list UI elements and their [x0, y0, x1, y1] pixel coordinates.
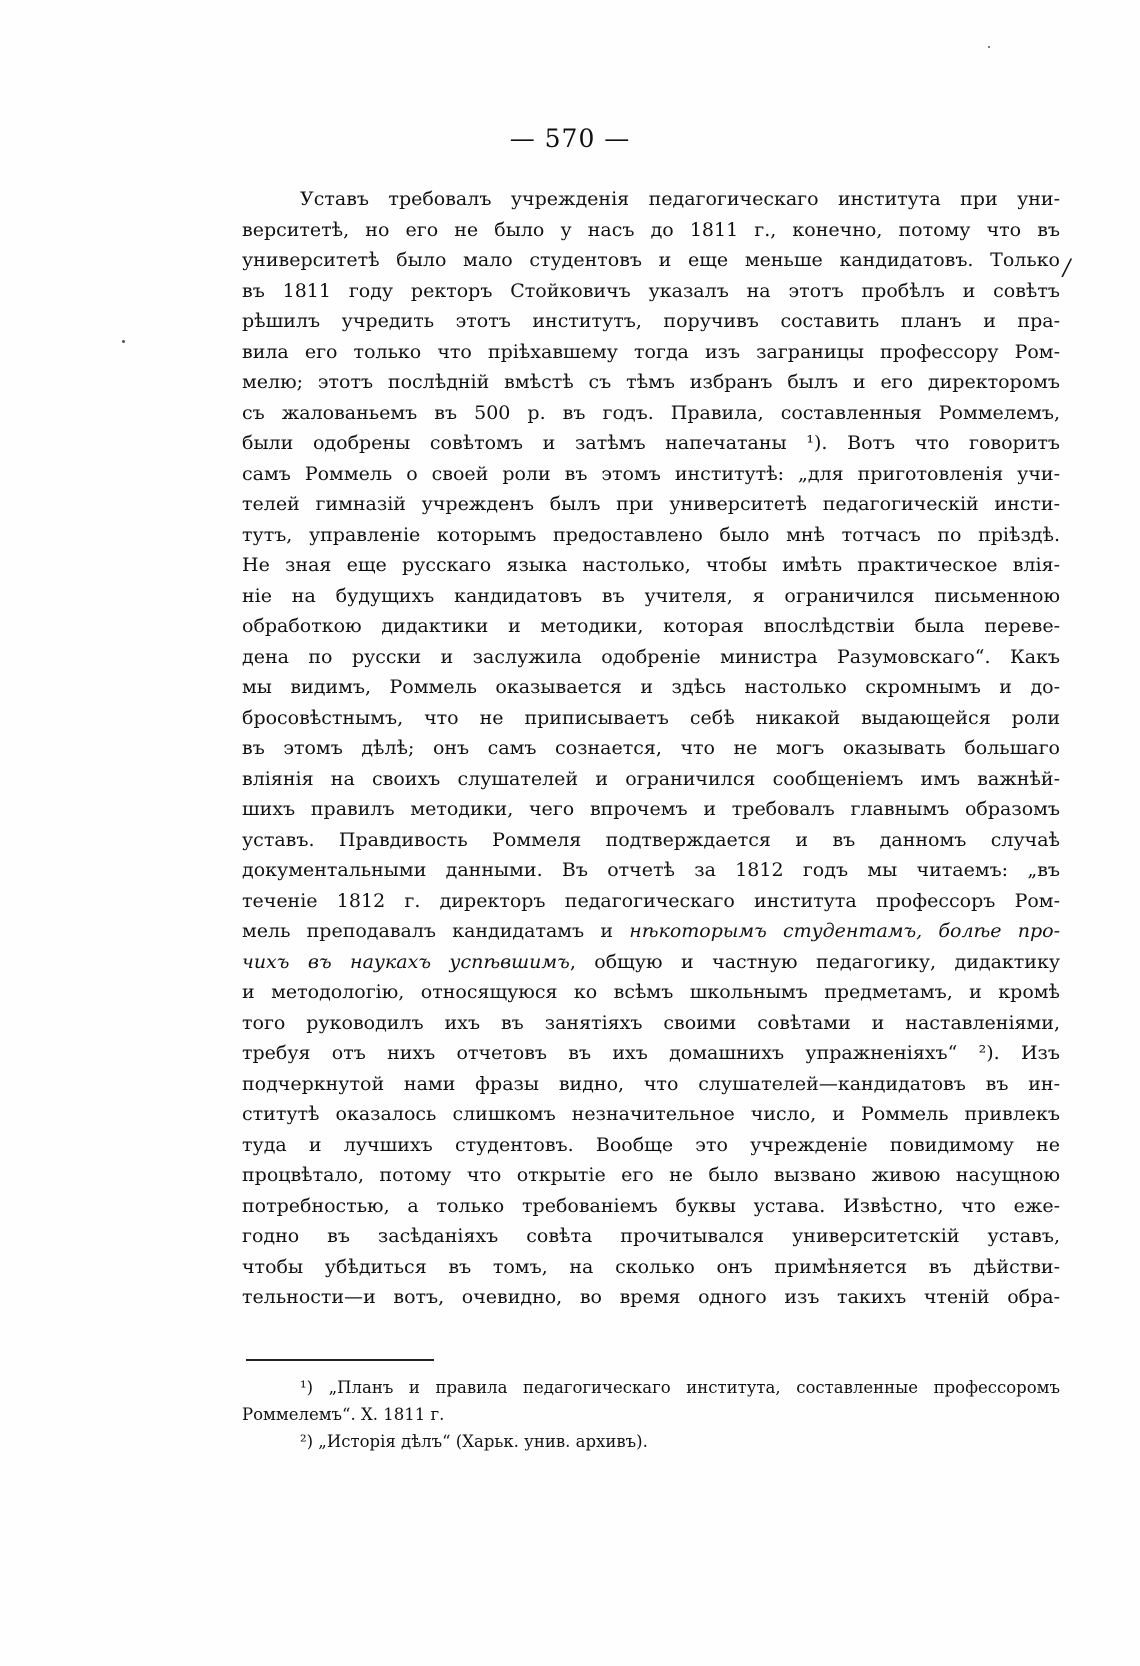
text-span: , общую и частную педагогику, дидактику	[569, 950, 1060, 973]
text-line: самъ Роммель о своей роли въ этомъ институтѣ: „для приготовленія учи-	[242, 462, 1060, 485]
text-line: теченіе 1812 г. директоръ педагогическаго института профессоръ Ром-	[242, 889, 1060, 912]
text-line: процвѣтало, потому что открытіе его не было вызвано живою насущною	[242, 1164, 1060, 1186]
italic-emphasis: нѣкоторымъ студентамъ, болѣе про-	[629, 920, 1060, 942]
text-line: туда и лучшихъ студентовъ. Вообще это учрежденіе повидимому не	[242, 1133, 1060, 1156]
text-line: были одобрены совѣтомъ и затѣмъ напечатаны ¹). Вотъ что говоритъ	[242, 432, 1060, 454]
text-line: потребностью, а только требованіемъ буквы устава. Извѣстно, что еже-	[242, 1194, 1060, 1217]
text-line: съ жалованьемъ въ 500 р. въ годъ. Правила, составленныя Роммелемъ,	[242, 401, 1060, 424]
text-line: Не зная еще русскаго языка настолько, чтобы имѣть практическое влія-	[242, 554, 1060, 576]
italic-emphasis: чихъ въ наукахъ успѣвшимъ	[242, 950, 570, 973]
text-line: чтобы убѣдиться въ томъ, на сколько онъ примѣняется въ дѣйстви-	[242, 1255, 1060, 1278]
text-line: того руководилъ ихъ въ занятіяхъ своими совѣтами и наставленіями,	[242, 1011, 1060, 1034]
page-number: — 570 —	[509, 124, 631, 153]
text-line: и методологію, относящуюся ко всѣмъ школьнымъ предметамъ, и кромѣ	[242, 981, 1060, 1003]
speck-mark	[122, 340, 125, 343]
text-line-with-italic	[242, 916, 1060, 947]
text-line: уставъ. Правдивость Роммеля подтверждается и въ данномъ случаѣ	[242, 828, 1060, 851]
footnote-1-continuation: Роммелемъ“. X. 1811 г.	[242, 1405, 445, 1424]
footnote-2: ²) „Исторія дѣлъ“ (Харьк. унив. архивъ).	[300, 1432, 648, 1451]
text-line: годно въ засѣданіяхъ совѣта прочитывался университетскій уставъ,	[242, 1225, 1060, 1247]
text-line: тутъ, управленіе которымъ предоставлено было мнѣ тотчасъ по пріѣздѣ.	[242, 523, 1060, 546]
text-line: обработкою дидактики и методики, которая впослѣдствіи была переве-	[242, 615, 1060, 637]
text-line: шихъ правилъ методики, чего впрочемъ и требовалъ главнымъ образомъ	[242, 798, 1060, 820]
text-line: ніе на будущихъ кандидатовъ въ учителя, я ограничился письменною	[242, 584, 1060, 607]
text-line: бросовѣстнымъ, что не приписываетъ себѣ никакой выдающейся роли	[242, 706, 1060, 729]
text-line: документальными данными. Въ отчетѣ за 1812 годъ мы читаемъ: „въ	[242, 859, 1060, 881]
text-line: дена по русски и заслужила одобреніе министра Разумовскаго“. Какъ	[242, 645, 1060, 668]
text-line: мы видимъ, Роммель оказывается и здѣсь настолько скромнымъ и до-	[242, 676, 1060, 698]
margin-pencil-mark: /	[1063, 256, 1071, 281]
text-line: тельности—и вотъ, очевидно, во время одного изъ такихъ чтеній обра-	[242, 1286, 1060, 1308]
text-line: вліянія на своихъ слушателей и ограничился сообщеніемъ имъ важнѣй-	[242, 767, 1060, 790]
text-line: мелю; этотъ послѣдній вмѣстѣ съ тѣмъ избранъ былъ и его директоромъ	[242, 371, 1060, 393]
footnote-divider	[246, 1359, 434, 1361]
text-line: требуя отъ нихъ отчетовъ въ ихъ домашнихъ упражненіяхъ“ ²). Изъ	[242, 1042, 1060, 1064]
text-line: ститутѣ оказалось слишкомъ незначительное число, и Роммель привлекъ	[242, 1103, 1060, 1125]
text-line: верситетѣ, но его не было у насъ до 1811 г., конечно, потому что въ	[242, 218, 1060, 241]
speck-mark	[988, 46, 990, 48]
text-line: въ 1811 году ректоръ Стойковичъ указалъ на этотъ пробѣлъ и совѣтъ	[242, 279, 1060, 302]
footnotes	[242, 1374, 1060, 1455]
body-text	[242, 184, 1060, 1313]
text-line: университетѣ было мало студентовъ и еще меньше кандидатовъ. Только	[242, 249, 1060, 271]
text-line: вила его только что пріѣхавшему тогда изъ заграницы профессору Ром-	[242, 340, 1060, 363]
text-line-with-italic	[242, 947, 1060, 978]
text-span: мель преподавалъ кандидатамъ и	[242, 920, 630, 942]
text-line: рѣшилъ учредить этотъ институтъ, поручивъ составить планъ и пра-	[242, 310, 1060, 332]
text-line: телей гимназій учрежденъ былъ при университетѣ педагогическій инсти-	[242, 493, 1060, 515]
text-line: Уставъ требовалъ учрежденія педагогическаго института при уни-	[300, 188, 1060, 210]
footnote-1: ¹) „Планъ и правила педагогическаго института, составленные профессоромъ	[300, 1378, 1060, 1397]
text-line: подчеркнутой нами фразы видно, что слушателей—кандидатовъ въ ин-	[242, 1072, 1060, 1095]
text-line: въ этомъ дѣлѣ; онъ самъ сознается, что не могъ оказывать большаго	[242, 737, 1060, 759]
